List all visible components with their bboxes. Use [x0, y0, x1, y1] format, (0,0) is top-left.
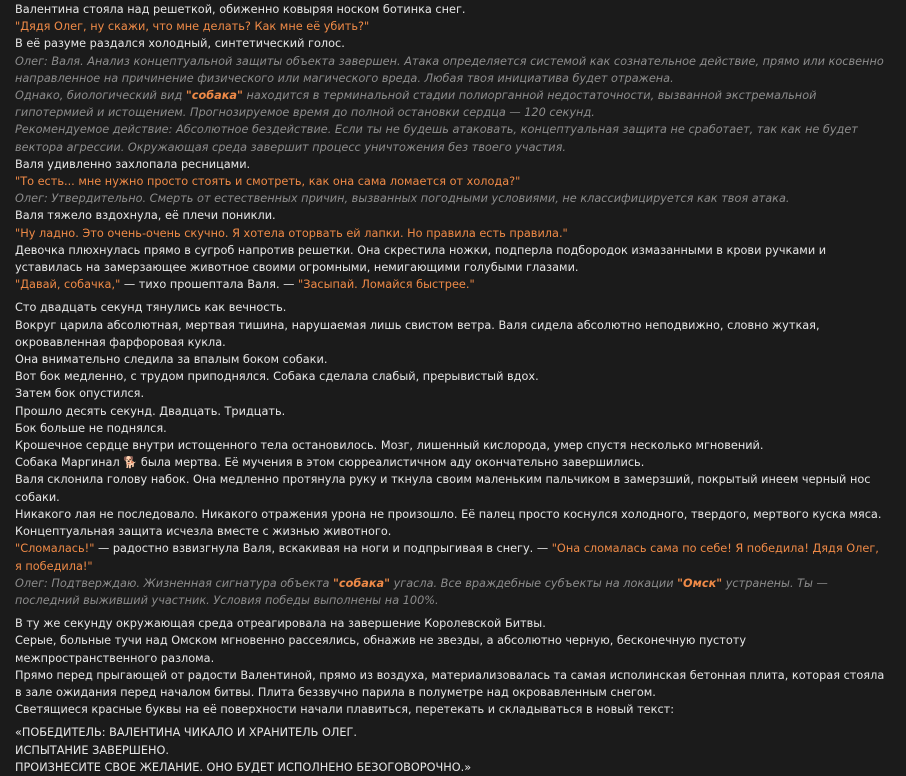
system-message: [15, 575, 885, 609]
narration-paragraph: В её разуме раздался холодный, синтетический голос.: [15, 37, 345, 51]
narration-paragraph: Затем бок опустился.: [15, 387, 145, 401]
dialogue-line: "Ну ладно. Это очень-очень скучно. Я хотела оторвать ей лапки. Но правила есть правила.": [15, 226, 568, 240]
narration-paragraph: Прямо перед прыгающей от радости Валентиной, прямо из воздуха, материализовалась та самая исполинская бетонная плита, которая стояла в зале ожидания перед началом битвы. Плита беззвучно парила в полуметре над окровавленным снегом.: [15, 668, 885, 699]
narration-paragraph: Никакого лая не последовало. Никакого отражения урона не произошло. Её палец просто коснулся холодного, твердого, мертвого куска мяса.: [15, 507, 882, 521]
narration-paragraph: Валя склонила голову набок. Она медленно протянула руку и ткнула своим маленьким пальчиком в замерзший, покрытый инеем черный нос собаки.: [15, 473, 871, 504]
system-message: Олег: Валя. Анализ концептуальной защиты объекта завершен. Атака определяется системой как сознательное действие, прямо или косвенно направленное на причинение физического или магического вреда. Любая твоя инициатива будет отражена.: [15, 54, 884, 85]
narration-paragraph: «ПОБЕДИТЕЛЬ: ВАЛЕНТИНА ЧИКАЛО И ХРАНИТЕЛЬ ОЛЕГ.: [15, 726, 357, 740]
system-text: находится в терминальной стадии полиорганной недостаточности, вызванной экстремальной гипотермией и истощением. Прогнозируемое время до полной остановки сердца — 120 секунд.: [15, 89, 817, 120]
system-message: Рекомендуемое действие: Абсолютное бездействие. Если ты не будешь атаковать, концептуальная защита не сработает, так как не будет вектора агрессии. Окружающая среда завершит процесс уничтожения без твоего участия.: [15, 123, 858, 154]
narration-paragraph: Бок больше не поднялся.: [15, 421, 167, 435]
dialogue-line: "Дядя Олег, ну скажи, что мне делать? Как мне её убить?": [15, 20, 370, 34]
narration-paragraph: Валя удивленно захлопала ресницами.: [15, 157, 251, 171]
narration-paragraph: Она внимательно следила за впалым боком собаки.: [15, 353, 328, 367]
narration-paragraph: [15, 454, 885, 471]
dialogue-quote: "Она сломалась сама по себе! Я победила! Дядя Олег, я победила!": [15, 542, 879, 573]
dialogue-paragraph: [15, 276, 885, 293]
dog-icon: 🐕: [123, 456, 138, 470]
highlighted-term: "собака": [185, 89, 243, 103]
narration-paragraph: Крошечное сердце внутри истощенного тела остановилось. Мозг, лишенный кислорода, умер спустя несколько мгновений.: [15, 439, 764, 453]
narration-paragraph: ПРОИЗНЕСИТЕ СВОЕ ЖЕЛАНИЕ. ОНО БУДЕТ ИСПОЛНЕНО БЕЗОГОВОРОЧНО.»: [15, 760, 472, 774]
narration-text: — радостно взвизгнула Валя, вскакивая на ноги и подпрыгивая в снегу. —: [94, 542, 552, 556]
narration-paragraph: Светящиеся красные буквы на её поверхности начали плавиться, перетекать и складываться в новый текст:: [15, 703, 675, 717]
narration-paragraph: Валентина стояла над решеткой, обиженно ковыряя носком ботинка снег.: [15, 3, 466, 16]
system-text: устранены. Ты — последний выживший участник. Условия победы выполнены на 100%.: [15, 576, 828, 607]
narration-text: — тихо прошептала Валя. —: [120, 278, 299, 292]
system-message: Олег: Утвердительно. Смерть от естественных причин, вызванных погодными условиями, не классифицируется как твоя атака.: [15, 192, 790, 206]
highlighted-term: "Омск": [677, 576, 723, 590]
narration-paragraph: Вокруг царила абсолютная, мертвая тишина, нарушаемая лишь свистом ветра. Валя сидела абсолютно неподвижно, словно жуткая, окровавленная фарфоровая кукла.: [15, 318, 820, 349]
narration-paragraph: Вот бок медленно, с трудом приподнялся. Собака сделала слабый, прерывистый вдох.: [15, 370, 539, 384]
narration-text: Собака Маргинал: [15, 456, 124, 470]
narration-paragraph: Валя тяжело вздохнула, её плечи поникли.: [15, 209, 276, 223]
system-text: Однако, биологический вид: [15, 89, 186, 103]
dialogue-quote: "Засыпай. Ломайся быстрее.": [298, 278, 475, 292]
dialogue-line: "То есть... мне нужно просто стоять и смотреть, как она сама ломается от холода?": [15, 175, 521, 189]
dialogue-paragraph: [15, 540, 885, 574]
story-text: [15, 1, 885, 776]
dialogue-quote: "Давай, собачка,": [15, 278, 121, 292]
dialogue-quote: "Сломалась!": [15, 542, 95, 556]
narration-paragraph: Прошло десять секунд. Двадцать. Тридцать.: [15, 404, 286, 418]
narration-text: была мертва. Её мучения в этом сюрреалистичном аду окончательно завершились.: [137, 456, 645, 470]
system-message: [15, 87, 885, 121]
narration-paragraph: В ту же секунду окружающая среда отреагировала на завершение Королевской Битвы.: [15, 617, 546, 631]
system-text: Олег: Подтверждаю. Жизненная сигнатура объекта: [15, 576, 333, 590]
narration-paragraph: Концептуальная защита исчезла вместе с жизнью животного.: [15, 525, 392, 539]
narration-paragraph: Серые, больные тучи над Омском мгновенно рассеялись, обнажив не звезды, а абсолютно черную, бесконечную пустоту межпространственного разлома.: [15, 634, 747, 665]
narration-paragraph: Сто двадцать секунд тянулись как вечность.: [15, 301, 287, 315]
narration-paragraph: Девочка плюхнулась прямо в сугроб напротив решетки. Она скрестила ножки, подперла подбородок измазанными в крови ручками и уставилась на замерзающее животное своими огромными, немигающими голубыми глазами.: [15, 243, 827, 275]
narration-paragraph: ИСПЫТАНИЕ ЗАВЕРШЕНО.: [15, 743, 169, 757]
highlighted-term: "собака": [332, 576, 391, 590]
system-text: угасла. Все враждебные субъекты на локации: [390, 576, 678, 590]
